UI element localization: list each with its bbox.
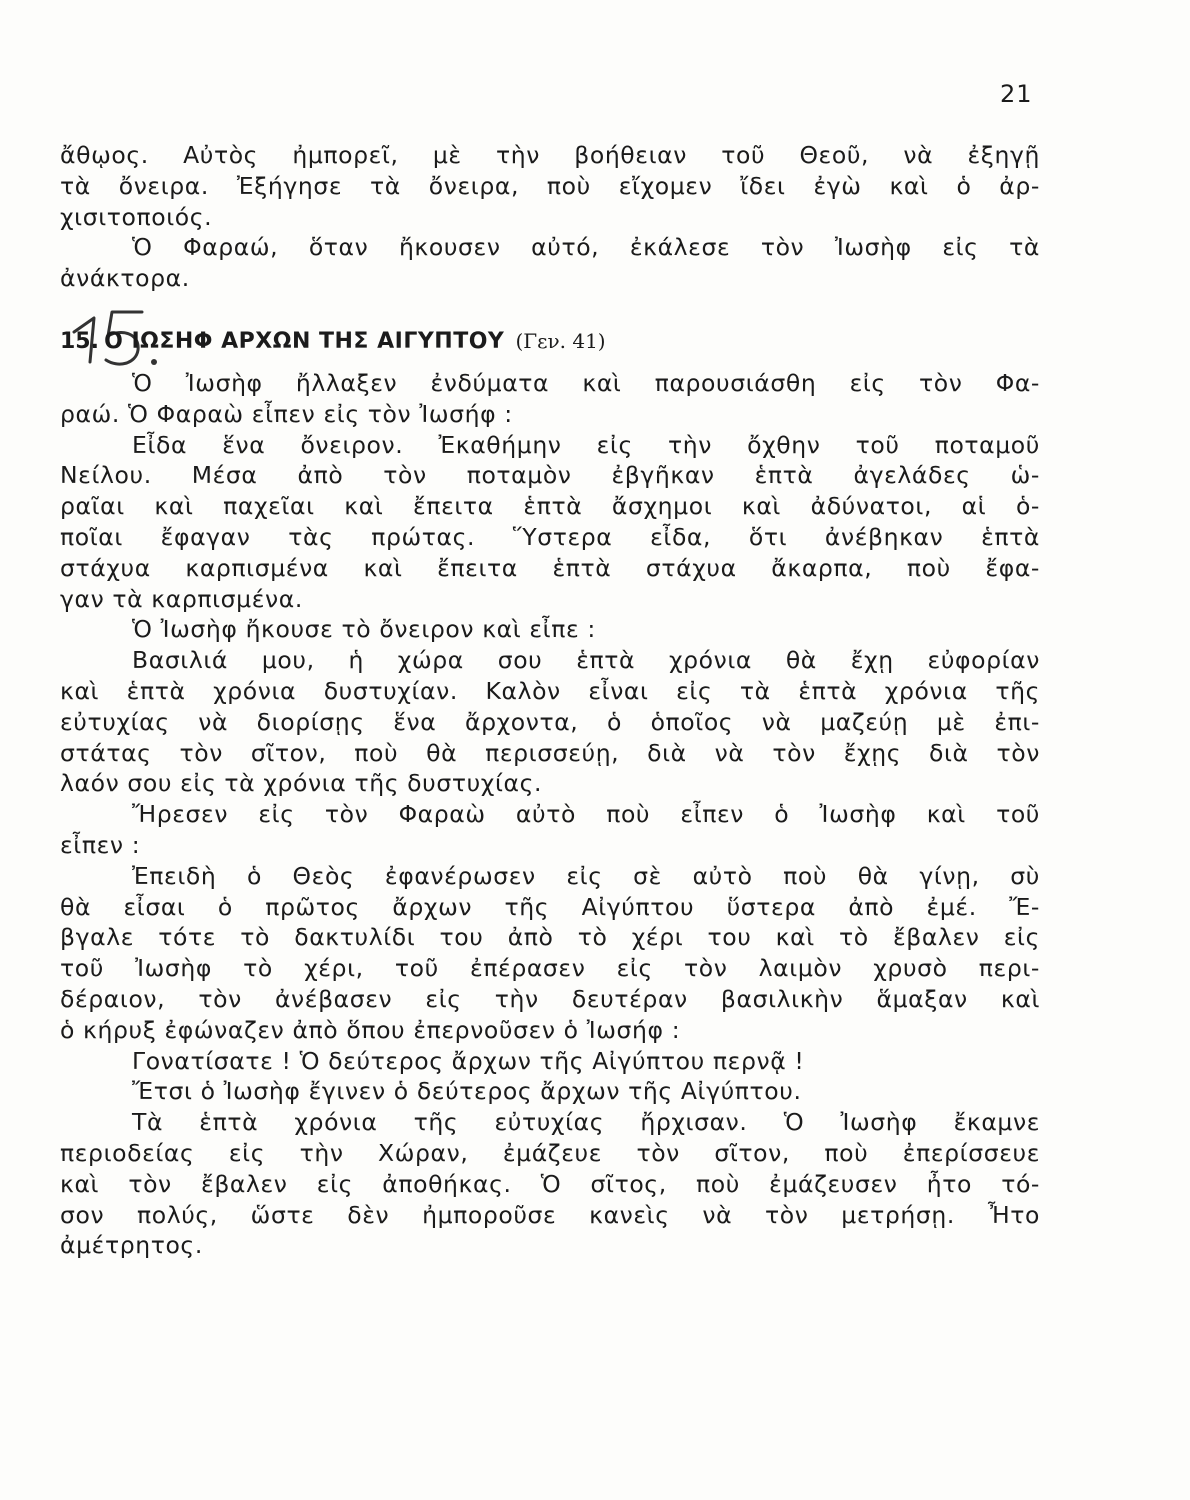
section-heading bbox=[60, 324, 1040, 358]
text-line: Ἔτσι ὁ Ἰωσὴφ ἔγινεν ὁ δεύτερος ἄρχων τῆς Αἰγύπτου. bbox=[132, 1077, 802, 1106]
text-line: τοῦ Ἰωσὴφ τὸ χέρι, τοῦ ἐπέρασεν εἰς τὸν λαιμὸν χρυσὸ περι- bbox=[60, 954, 1040, 983]
text-line: Γονατίσατε ! Ὁ δεύτερος ἄρχων τῆς Αἰγύπτου περνᾷ ! bbox=[132, 1046, 805, 1075]
text-line: βγαλε τότε τὸ δακτυλίδι του ἀπὸ τὸ χέρι του καὶ τὸ ἔβαλεν εἰς bbox=[60, 923, 1040, 952]
text-line: ἀμέτρητος. bbox=[60, 1231, 203, 1260]
section-number: 15. bbox=[60, 328, 99, 354]
text-line: ἀνάκτορα. bbox=[60, 264, 190, 293]
text-line: εὐτυχίας νὰ διορίσῃς ἕνα ἄρχοντα, ὁ ὁποῖος νὰ μαζεύῃ μὲ ἐπι- bbox=[60, 707, 1040, 736]
text-line: ὁ κήρυξ ἐφώναζεν ἀπὸ ὅπου ἐπερνοῦσεν ὁ Ἰωσήφ : bbox=[60, 1015, 681, 1044]
text-line: σον πολύς, ὥστε δὲν ἠμποροῦσε κανεὶς νὰ τὸν μετρήσῃ. Ἦτο bbox=[60, 1200, 1040, 1229]
text-line: ἄθῳος. Αὐτὸς ἠμπορεῖ, μὲ τὴν βοήθειαν τοῦ Θεοῦ, νὰ ἐξηγῇ bbox=[60, 141, 1040, 169]
text-line: Τὰ ἑπτὰ χρόνια τῆς εὐτυχίας ἤρχισαν. Ὁ Ἰωσὴφ ἔκαμνε bbox=[132, 1108, 1040, 1137]
text-line: ραώ. Ὁ Φαραὼ εἶπεν εἰς τὸν Ἰωσήφ : bbox=[60, 399, 513, 428]
text-line: λαόν σου εἰς τὰ χρόνια τῆς δυστυχίας. bbox=[60, 769, 543, 798]
text-line: Ἐπειδὴ ὁ Θεὸς ἐφανέρωσεν εἰς σὲ αὐτὸ ποὺ θὰ γίνῃ, σὺ bbox=[132, 861, 1040, 890]
text-line: περιοδείας εἰς τὴν Χώραν, ἐμάζευε τὸν σῖτον, ποὺ ἐπερίσσευε bbox=[60, 1138, 1040, 1167]
text-line: Εἶδα ἕνα ὄνειρον. Ἐκαθήμην εἰς τὴν ὄχθην τοῦ ποταμοῦ bbox=[132, 430, 1040, 459]
text-line: Βασιλιά μου, ἡ χώρα σου ἑπτὰ χρόνια θὰ ἔχῃ εὐφορίαν bbox=[132, 646, 1040, 675]
page-number: 21 bbox=[1000, 80, 1033, 108]
text-line: γαν τὰ καρπισμένα. bbox=[60, 584, 303, 613]
text-line: Νείλου. Μέσα ἀπὸ τὸν ποταμὸν ἐβγῆκαν ἑπτὰ ἀγελάδες ὡ- bbox=[60, 461, 1040, 490]
text-line: ραῖαι καὶ παχεῖαι καὶ ἔπειτα ἑπτὰ ἄσχημοι καὶ ἀδύνατοι, αἱ ὁ- bbox=[60, 492, 1040, 521]
section-reference: (Γεν. 41) bbox=[515, 328, 606, 353]
text-line: χισιτοποιός. bbox=[60, 202, 213, 231]
text-line: καὶ ἑπτὰ χρόνια δυστυχίαν. Καλὸν εἶναι εἰς τὰ ἑπτὰ χρόνια τῆς bbox=[60, 676, 1040, 705]
text-line: Ὁ Φαραώ, ὅταν ἤκουσεν αὐτό, ἐκάλεσε τὸν Ἰωσὴφ εἰς τὰ bbox=[132, 233, 1040, 262]
text-line: στάτας τὸν σῖτον, ποὺ θὰ περισσεύῃ, διὰ νὰ τὸν ἔχῃς διὰ τὸν bbox=[60, 738, 1040, 767]
text-line: Ἤρεσεν εἰς τὸν Φαραὼ αὐτὸ ποὺ εἶπεν ὁ Ἰωσὴφ καὶ τοῦ bbox=[132, 800, 1040, 829]
text-line: Ὁ Ἰωσὴφ ἤκουσε τὸ ὄνειρον καὶ εἶπε : bbox=[132, 615, 596, 644]
text-line: ποῖαι ἔφαγαν τὰς πρώτας. Ὕστερα εἶδα, ὅτι ἀνέβηκαν ἑπτὰ bbox=[60, 522, 1040, 551]
text-line: εἶπεν : bbox=[60, 830, 141, 859]
text-line: τὰ ὄνειρα. Ἐξήγησε τὰ ὄνειρα, ποὺ εἴχομεν ἴδει ἐγὼ καὶ ὁ ἀρ- bbox=[60, 171, 1040, 200]
text-line: καὶ τὸν ἔβαλεν εἰς ἀποθήκας. Ὁ σῖτος, ποὺ ἐμάζευσεν ἦτο τό- bbox=[60, 1169, 1040, 1198]
page-body bbox=[60, 140, 1040, 1261]
text-line: στάχυα καρπισμένα καὶ ἔπειτα ἑπτὰ στάχυα ἄκαρπα, ποὺ ἔφα- bbox=[60, 553, 1040, 582]
text-line: θὰ εἶσαι ὁ πρῶτος ἄρχων τῆς Αἰγύπτου ὕστερα ἀπὸ ἐμέ. Ἔ- bbox=[60, 892, 1040, 921]
text-line: δέραιον, τὸν ἀνέβασεν εἰς τὴν δευτέραν βασιλικὴν ἅμαξαν καὶ bbox=[60, 984, 1040, 1013]
text-line: Ὁ Ἰωσὴφ ἤλλαξεν ἐνδύματα καὶ παρουσιάσθη εἰς τὸν Φα- bbox=[132, 368, 1040, 397]
section-title: Ο ΙΩΣΗΦ ΑΡΧΩΝ ΤΗΣ ΑΙΓΥΠΤΟΥ bbox=[104, 328, 505, 354]
